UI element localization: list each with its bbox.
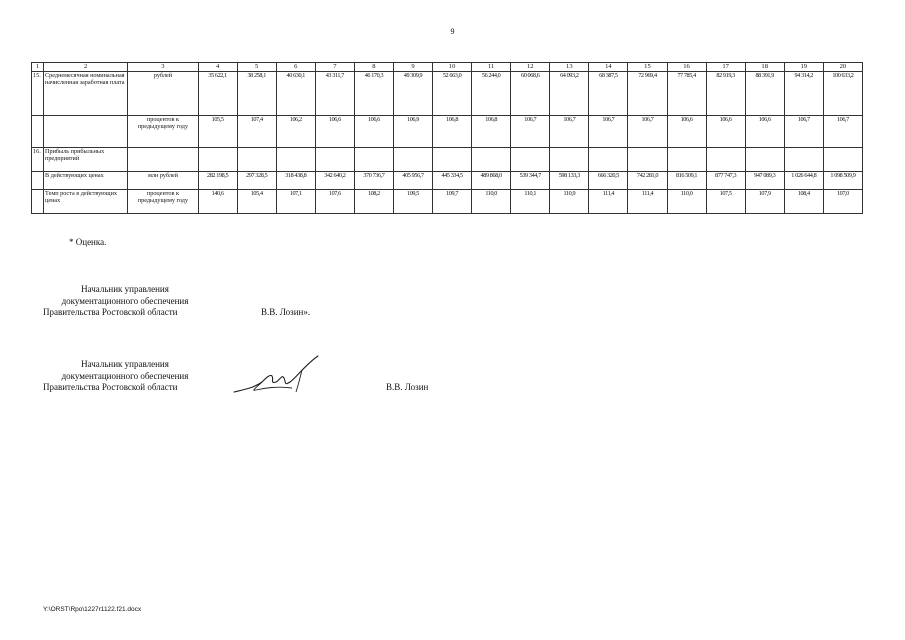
value-cell: 877 747,3 xyxy=(706,172,745,190)
value-cell: 405 956,7 xyxy=(393,172,432,190)
value-cell: 40 630,1 xyxy=(276,72,315,116)
value-cell: 947 089,3 xyxy=(745,172,784,190)
value-cell: 110,9 xyxy=(550,190,589,214)
value-cell: 105,5 xyxy=(198,116,237,148)
row-number xyxy=(32,172,44,190)
value-cell: 106,7 xyxy=(823,116,862,148)
value-cell: 489 868,0 xyxy=(472,172,511,190)
value-cell: 342 640,2 xyxy=(315,172,354,190)
value-cell: 445 334,5 xyxy=(433,172,472,190)
value-cell xyxy=(276,148,315,172)
value-cell: 64 093,2 xyxy=(550,72,589,116)
value-cell: 598 133,3 xyxy=(550,172,589,190)
unit-of-measure: процентов к предыдущему году xyxy=(128,190,198,214)
column-number: 2 xyxy=(44,63,128,72)
value-cell xyxy=(550,148,589,172)
table-row xyxy=(32,172,863,190)
unit-of-measure: млн рублей xyxy=(128,172,198,190)
signatory-name-2: В.В. Лозин xyxy=(386,382,429,392)
indicator-name xyxy=(44,116,128,148)
position-line-3: Правительства Ростовской области xyxy=(43,307,178,317)
value-cell xyxy=(472,148,511,172)
value-cell: 107,9 xyxy=(745,190,784,214)
table-header-row xyxy=(32,63,863,72)
value-cell: 109,7 xyxy=(433,190,472,214)
value-cell: 106,7 xyxy=(784,116,823,148)
value-cell: 56 244,0 xyxy=(472,72,511,116)
value-cell: 666 320,5 xyxy=(589,172,628,190)
column-number: 17 xyxy=(706,63,745,72)
value-cell: 49 309,9 xyxy=(393,72,432,116)
value-cell: 106,6 xyxy=(354,116,393,148)
value-cell: 106,2 xyxy=(276,116,315,148)
value-cell: 111,4 xyxy=(589,190,628,214)
value-cell: 111,4 xyxy=(628,190,667,214)
column-number: 7 xyxy=(315,63,354,72)
value-cell: 88 391,9 xyxy=(745,72,784,116)
column-number: 10 xyxy=(433,63,472,72)
value-cell: 68 387,5 xyxy=(589,72,628,116)
value-cell xyxy=(823,148,862,172)
signature-block-1 xyxy=(43,284,207,319)
value-cell: 1 026 644,8 xyxy=(784,172,823,190)
value-cell: 539 344,7 xyxy=(511,172,550,190)
column-number: 11 xyxy=(472,63,511,72)
value-cell: 282 198,5 xyxy=(198,172,237,190)
column-number: 4 xyxy=(198,63,237,72)
value-cell xyxy=(354,148,393,172)
row-number: 16. xyxy=(32,148,44,172)
value-cell: 77 785,4 xyxy=(667,72,706,116)
value-cell: 106,6 xyxy=(745,116,784,148)
value-cell xyxy=(237,148,276,172)
value-cell: 110,0 xyxy=(667,190,706,214)
value-cell: 82 919,3 xyxy=(706,72,745,116)
value-cell: 107,4 xyxy=(237,116,276,148)
unit-of-measure: рублей xyxy=(128,72,198,116)
value-cell xyxy=(745,148,784,172)
handwritten-signature xyxy=(232,352,322,402)
column-number: 16 xyxy=(667,63,706,72)
value-cell xyxy=(667,148,706,172)
signatory-name-1: В.В. Лозин». xyxy=(261,307,311,317)
value-cell: 106,7 xyxy=(589,116,628,148)
value-cell: 107,1 xyxy=(276,190,315,214)
value-cell: 72 969,4 xyxy=(628,72,667,116)
indicator-name: Прибыль прибыльных предприятий xyxy=(44,148,128,172)
value-cell: 108,4 xyxy=(784,190,823,214)
value-cell: 318 438,8 xyxy=(276,172,315,190)
position-line-1: Начальник управления xyxy=(81,359,169,369)
value-cell xyxy=(511,148,550,172)
table-row xyxy=(32,72,863,116)
value-cell: 94 314,2 xyxy=(784,72,823,116)
indicator-name: Темп роста в действующих ценах xyxy=(44,190,128,214)
value-cell xyxy=(198,148,237,172)
footnote: * Оценка. xyxy=(69,237,107,247)
table-row xyxy=(32,148,863,172)
value-cell: 106,8 xyxy=(472,116,511,148)
value-cell: 52 663,0 xyxy=(433,72,472,116)
value-cell: 105,4 xyxy=(237,190,276,214)
value-cell: 106,9 xyxy=(393,116,432,148)
value-cell xyxy=(628,148,667,172)
column-number: 3 xyxy=(128,63,198,72)
value-cell: 110,0 xyxy=(472,190,511,214)
value-cell: 106,8 xyxy=(433,116,472,148)
value-cell xyxy=(784,148,823,172)
value-cell: 46 170,3 xyxy=(354,72,393,116)
unit-of-measure xyxy=(128,148,198,172)
column-number: 6 xyxy=(276,63,315,72)
table-row xyxy=(32,190,863,214)
position-line-3: Правительства Ростовской области xyxy=(43,382,178,392)
column-number: 20 xyxy=(823,63,862,72)
value-cell: 742 281,0 xyxy=(628,172,667,190)
column-number: 15 xyxy=(628,63,667,72)
position-line-1: Начальник управления xyxy=(81,284,169,294)
value-cell: 106,7 xyxy=(511,116,550,148)
unit-of-measure: процентов к предыдущему году xyxy=(128,116,198,148)
value-cell: 43 311,7 xyxy=(315,72,354,116)
value-cell xyxy=(315,148,354,172)
value-cell: 110,1 xyxy=(511,190,550,214)
page-number: 9 xyxy=(450,27,455,36)
value-cell xyxy=(393,148,432,172)
column-number: 5 xyxy=(237,63,276,72)
indicator-name: В действующих ценах xyxy=(44,172,128,190)
column-number: 12 xyxy=(511,63,550,72)
value-cell: 106,6 xyxy=(667,116,706,148)
value-cell xyxy=(589,148,628,172)
value-cell xyxy=(433,148,472,172)
value-cell xyxy=(706,148,745,172)
position-line-2: документационного обеспечения xyxy=(61,295,189,306)
column-number: 14 xyxy=(589,63,628,72)
value-cell: 106,6 xyxy=(706,116,745,148)
column-number: 19 xyxy=(784,63,823,72)
column-number: 18 xyxy=(745,63,784,72)
row-number: 15. xyxy=(32,72,44,116)
value-cell: 297 328,5 xyxy=(237,172,276,190)
value-cell: 140,6 xyxy=(198,190,237,214)
indicator-name: Среднемесячная номинальная начисленная заработная плата xyxy=(44,72,128,116)
value-cell: 107,6 xyxy=(315,190,354,214)
value-cell: 60 068,6 xyxy=(511,72,550,116)
value-cell: 107,5 xyxy=(706,190,745,214)
column-number: 9 xyxy=(393,63,432,72)
column-number: 8 xyxy=(354,63,393,72)
column-number: 1 xyxy=(32,63,44,72)
column-number: 13 xyxy=(550,63,589,72)
position-line-2: документационного обеспечения xyxy=(61,370,189,381)
signature-block-2 xyxy=(43,359,207,394)
table-row xyxy=(32,116,863,148)
value-cell: 1 098 509,9 xyxy=(823,172,862,190)
row-number xyxy=(32,190,44,214)
file-path: Y:\ORST\Rpo\1227r1122.f21.docx xyxy=(43,606,142,613)
value-cell: 106,7 xyxy=(628,116,667,148)
value-cell: 816 509,1 xyxy=(667,172,706,190)
value-cell: 107,0 xyxy=(823,190,862,214)
value-cell: 35 622,1 xyxy=(198,72,237,116)
value-cell: 100 633,2 xyxy=(823,72,862,116)
value-cell: 370 736,7 xyxy=(354,172,393,190)
forecast-table xyxy=(31,62,863,214)
value-cell: 106,6 xyxy=(315,116,354,148)
value-cell: 106,7 xyxy=(550,116,589,148)
value-cell: 108,2 xyxy=(354,190,393,214)
row-number xyxy=(32,116,44,148)
value-cell: 109,5 xyxy=(393,190,432,214)
value-cell: 38 258,1 xyxy=(237,72,276,116)
